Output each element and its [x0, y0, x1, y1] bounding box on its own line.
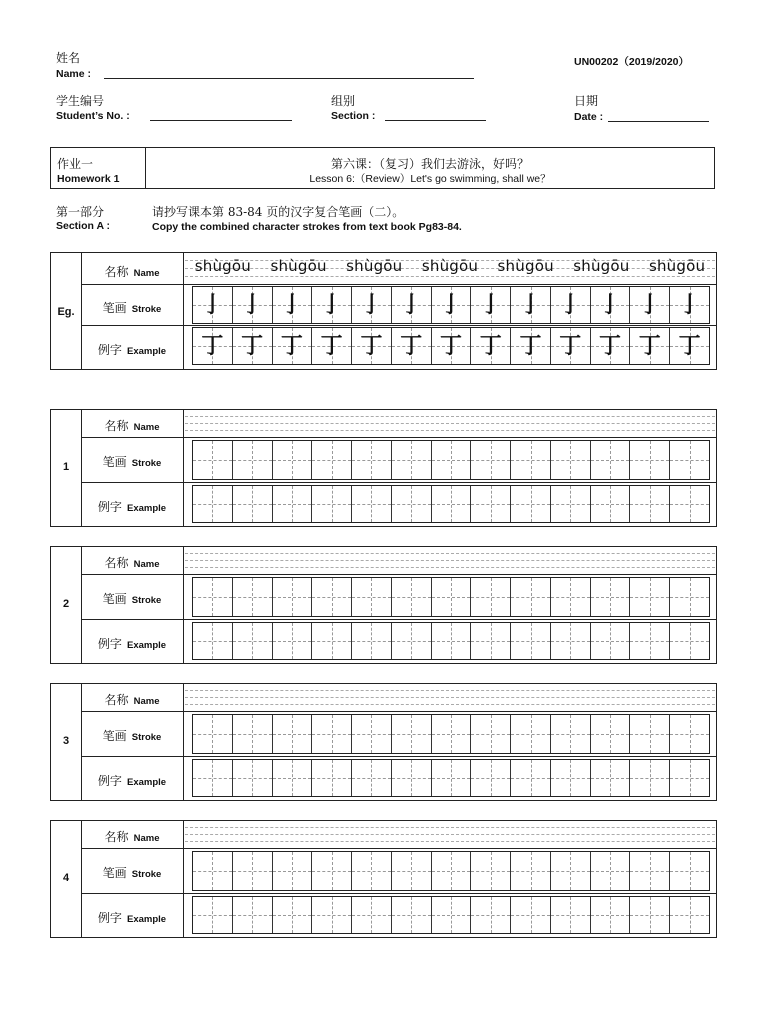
writing-cell[interactable]: [591, 486, 631, 522]
example-writing-grid: [192, 759, 710, 797]
practice-block: [50, 683, 717, 801]
writing-cell[interactable]: [511, 441, 551, 479]
writing-cell[interactable]: [432, 715, 472, 753]
writing-cell[interactable]: [392, 486, 432, 522]
section-a-instruction-cn: 请抄写课本第 83-84 页的汉字复合笔画（二）。: [152, 205, 405, 219]
character-glyph: 丁: [360, 333, 383, 359]
writing-cell[interactable]: [193, 897, 233, 933]
pinyin-list: [185, 257, 715, 275]
example-row-label: 例字 Example: [97, 637, 167, 651]
writing-cell[interactable]: [670, 287, 709, 323]
character-glyph: 丁: [678, 333, 701, 359]
writing-cell[interactable]: [471, 760, 511, 796]
writing-cell[interactable]: [591, 852, 631, 890]
character-glyph: 亅: [559, 292, 582, 318]
writing-cell[interactable]: [471, 715, 511, 753]
writing-cell[interactable]: [630, 760, 670, 796]
writing-cell[interactable]: [591, 578, 631, 616]
pinyin-writing-row[interactable]: [185, 547, 715, 574]
writing-cell[interactable]: [273, 328, 313, 364]
writing-cell[interactable]: [392, 328, 432, 364]
practice-block: [50, 409, 717, 527]
writing-cell[interactable]: [471, 328, 511, 364]
writing-cell[interactable]: [511, 897, 551, 933]
stroke-row-label: 笔画 Stroke: [102, 866, 162, 880]
writing-cell[interactable]: [670, 897, 709, 933]
writing-cell[interactable]: [432, 852, 472, 890]
writing-cell[interactable]: [233, 897, 273, 933]
example-row-label: 例字 Example: [97, 343, 167, 357]
writing-cell[interactable]: [630, 441, 670, 479]
example-row-label: 例字 Example: [97, 500, 167, 514]
writing-cell[interactable]: [630, 897, 670, 933]
writing-cell[interactable]: [273, 623, 313, 659]
writing-cell[interactable]: [273, 760, 313, 796]
name-field[interactable]: [104, 78, 474, 79]
example-row-label: 例字 Example: [97, 774, 167, 788]
writing-cell[interactable]: [551, 852, 591, 890]
section-a-instruction-en: Copy the combined character strokes from text book Pg83-84.: [152, 221, 462, 233]
writing-cell[interactable]: [193, 623, 233, 659]
writing-cell[interactable]: [193, 287, 233, 323]
writing-cell[interactable]: [193, 328, 233, 364]
writing-cell[interactable]: [352, 328, 392, 364]
writing-cell[interactable]: [591, 441, 631, 479]
stroke-writing-grid: [192, 440, 710, 480]
writing-cell[interactable]: [392, 760, 432, 796]
writing-cell[interactable]: [432, 486, 472, 522]
writing-cell[interactable]: [591, 897, 631, 933]
pinyin-label: shùgōu: [421, 257, 479, 275]
writing-cell[interactable]: [471, 578, 511, 616]
character-glyph: 亅: [360, 292, 383, 318]
name-row-label: 名称 Name: [104, 693, 160, 707]
section-field[interactable]: [385, 120, 486, 121]
example-writing-grid: [192, 485, 710, 523]
lesson-title-cn: 第六课：（复习）我们去游泳，好吗？: [330, 157, 529, 171]
writing-cell[interactable]: [233, 852, 273, 890]
writing-cell[interactable]: [352, 852, 392, 890]
writing-cell[interactable]: [670, 623, 709, 659]
writing-cell[interactable]: [233, 486, 273, 522]
writing-cell[interactable]: [233, 441, 273, 479]
writing-cell[interactable]: [551, 441, 591, 479]
writing-cell[interactable]: [352, 441, 392, 479]
pinyin-label: shùgōu: [648, 257, 706, 275]
student-no-field[interactable]: [150, 120, 292, 121]
writing-cell[interactable]: [312, 486, 352, 522]
writing-cell[interactable]: [273, 486, 313, 522]
block-number: 4: [62, 872, 70, 884]
writing-cell[interactable]: [233, 287, 273, 323]
name-row-label: 名称 Name: [104, 830, 160, 844]
writing-cell[interactable]: [670, 578, 709, 616]
character-glyph: 丁: [280, 333, 303, 359]
character-glyph: 丁: [439, 333, 462, 359]
writing-cell[interactable]: [432, 897, 472, 933]
writing-cell[interactable]: [432, 328, 472, 364]
date-field[interactable]: [608, 121, 709, 122]
pinyin-label: shùgōu: [497, 257, 554, 275]
pinyin-label: shùgōu: [194, 257, 251, 275]
writing-cell[interactable]: [392, 578, 432, 616]
writing-cell[interactable]: [551, 623, 591, 659]
stroke-writing-grid: [192, 577, 710, 617]
practice-block: [50, 546, 717, 664]
date-label-en: Date :: [574, 111, 604, 123]
character-glyph: 亅: [479, 292, 502, 318]
writing-cell[interactable]: [352, 486, 392, 522]
writing-cell[interactable]: [193, 486, 233, 522]
character-glyph: 丁: [479, 333, 502, 359]
section-label-en: Section :: [331, 110, 376, 122]
course-code: UN00202（2019/2020）: [574, 56, 689, 68]
writing-cell[interactable]: [312, 441, 352, 479]
writing-cell[interactable]: [630, 715, 670, 753]
date-label-cn: 日期: [574, 94, 599, 108]
example-writing-grid: [192, 622, 710, 660]
pinyin-row: [185, 253, 715, 284]
block-number: 1: [62, 461, 70, 473]
writing-cell[interactable]: [471, 897, 511, 933]
writing-cell[interactable]: [312, 852, 352, 890]
writing-cell[interactable]: [591, 715, 631, 753]
name-label-cn: 姓名: [56, 51, 81, 65]
writing-cell[interactable]: [551, 715, 591, 753]
character-glyph: 亅: [320, 292, 343, 318]
character-glyph: 丁: [400, 333, 423, 359]
writing-cell[interactable]: [432, 287, 472, 323]
writing-cell[interactable]: [551, 897, 591, 933]
writing-cell[interactable]: [392, 623, 432, 659]
writing-cell[interactable]: [352, 715, 392, 753]
writing-cell[interactable]: [193, 441, 233, 479]
writing-cell[interactable]: [511, 760, 551, 796]
example-row-label: 例字 Example: [97, 911, 167, 925]
writing-cell[interactable]: [193, 852, 233, 890]
writing-cell[interactable]: [233, 715, 273, 753]
writing-cell[interactable]: [630, 287, 670, 323]
pinyin-writing-row[interactable]: [185, 410, 715, 437]
writing-cell[interactable]: [511, 287, 551, 323]
writing-cell[interactable]: [312, 578, 352, 616]
name-row-label: 名称 Name: [104, 265, 160, 279]
block-number: 3: [62, 735, 70, 747]
character-glyph: 丁: [599, 333, 622, 359]
writing-cell[interactable]: [193, 578, 233, 616]
writing-cell[interactable]: [193, 760, 233, 796]
character-glyph: 丁: [201, 333, 224, 359]
example-label: Eg.: [57, 306, 75, 318]
writing-cell[interactable]: [193, 715, 233, 753]
writing-cell[interactable]: [511, 715, 551, 753]
pinyin-label: shùgōu: [270, 257, 327, 275]
homework-label-en: Homework 1: [57, 173, 120, 185]
student-no-label-en: Student’s No. :: [56, 110, 130, 122]
writing-cell[interactable]: [233, 623, 273, 659]
homework-label-cn: 作业一: [57, 157, 94, 171]
writing-cell[interactable]: [273, 715, 313, 753]
character-glyph: 丁: [519, 333, 542, 359]
example-writing-grid: [192, 896, 710, 934]
writing-cell[interactable]: [630, 852, 670, 890]
writing-cell[interactable]: [670, 486, 709, 522]
writing-cell[interactable]: [392, 287, 432, 323]
pinyin-writing-row[interactable]: [185, 684, 715, 711]
writing-cell[interactable]: [273, 287, 313, 323]
lesson-title-en: Lesson 6:（Review）Let's go swimming, shall we？: [309, 173, 551, 185]
writing-cell[interactable]: [312, 287, 352, 323]
writing-cell[interactable]: [471, 486, 511, 522]
character-glyph: 亅: [599, 292, 622, 318]
writing-cell[interactable]: [471, 441, 511, 479]
stroke-row-label: 笔画 Stroke: [102, 455, 162, 469]
writing-cell[interactable]: [670, 441, 709, 479]
writing-cell[interactable]: [670, 760, 709, 796]
writing-cell[interactable]: [392, 897, 432, 933]
writing-cell[interactable]: [670, 852, 709, 890]
writing-cell[interactable]: [312, 328, 352, 364]
writing-cell[interactable]: [670, 328, 709, 364]
student-no-label-cn: 学生编号: [56, 94, 105, 108]
writing-cell[interactable]: [273, 852, 313, 890]
writing-cell[interactable]: [392, 852, 432, 890]
writing-cell[interactable]: [591, 623, 631, 659]
writing-cell[interactable]: [551, 578, 591, 616]
writing-cell[interactable]: [591, 760, 631, 796]
writing-cell[interactable]: [551, 486, 591, 522]
writing-cell[interactable]: [511, 852, 551, 890]
writing-cell[interactable]: [312, 897, 352, 933]
writing-cell[interactable]: [511, 623, 551, 659]
writing-cell[interactable]: [511, 328, 551, 364]
character-glyph: 亅: [519, 292, 542, 318]
writing-cell[interactable]: [432, 441, 472, 479]
character-glyph: 丁: [638, 333, 661, 359]
writing-cell[interactable]: [630, 486, 670, 522]
example-stroke-grid: [192, 286, 710, 324]
character-glyph: 亅: [400, 292, 423, 318]
pinyin-label: shùgōu: [346, 257, 403, 275]
example-character-grid: [192, 327, 710, 365]
stroke-writing-grid: [192, 851, 710, 891]
section-a-label-en: Section A :: [56, 220, 111, 232]
name-label-en: Name :: [56, 68, 92, 80]
character-glyph: 丁: [241, 333, 264, 359]
writing-cell[interactable]: [352, 578, 392, 616]
writing-cell[interactable]: [312, 760, 352, 796]
pinyin-label: shùgōu: [573, 257, 630, 275]
practice-block: [50, 820, 717, 938]
name-row-label: 名称 Name: [104, 419, 160, 433]
stroke-row-label: 笔画 Stroke: [102, 729, 162, 743]
character-glyph: 亅: [439, 292, 462, 318]
writing-cell[interactable]: [352, 760, 392, 796]
name-row-label: 名称 Name: [104, 556, 160, 570]
writing-cell[interactable]: [591, 328, 631, 364]
writing-cell[interactable]: [432, 623, 472, 659]
writing-cell[interactable]: [273, 441, 313, 479]
writing-cell[interactable]: [392, 715, 432, 753]
writing-cell[interactable]: [392, 441, 432, 479]
writing-cell[interactable]: [233, 328, 273, 364]
writing-cell[interactable]: [432, 578, 472, 616]
writing-cell[interactable]: [312, 623, 352, 659]
character-glyph: 亅: [201, 292, 224, 318]
stroke-writing-grid: [192, 714, 710, 754]
writing-cell[interactable]: [471, 852, 511, 890]
writing-cell[interactable]: [352, 287, 392, 323]
character-glyph: 丁: [320, 333, 343, 359]
writing-cell[interactable]: [670, 715, 709, 753]
writing-cell[interactable]: [511, 486, 551, 522]
writing-cell[interactable]: [233, 578, 273, 616]
block-number: 2: [62, 598, 70, 610]
writing-cell[interactable]: [630, 328, 670, 364]
writing-cell[interactable]: [551, 287, 591, 323]
writing-cell[interactable]: [630, 623, 670, 659]
character-glyph: 亅: [638, 292, 661, 318]
writing-cell[interactable]: [312, 715, 352, 753]
writing-cell[interactable]: [273, 897, 313, 933]
example-block: [50, 252, 717, 370]
section-label-cn: 组别: [331, 94, 356, 108]
writing-cell[interactable]: [471, 287, 511, 323]
writing-cell[interactable]: [511, 578, 551, 616]
writing-cell[interactable]: [352, 897, 392, 933]
writing-cell[interactable]: [551, 760, 591, 796]
character-glyph: 亅: [678, 292, 701, 318]
writing-cell[interactable]: [273, 578, 313, 616]
stroke-row-label: 笔画 Stroke: [102, 592, 162, 606]
writing-cell[interactable]: [352, 623, 392, 659]
pinyin-writing-row[interactable]: [185, 821, 715, 848]
writing-cell[interactable]: [233, 760, 273, 796]
character-glyph: 亅: [241, 292, 264, 318]
character-glyph: 丁: [559, 333, 582, 359]
writing-cell[interactable]: [630, 578, 670, 616]
stroke-row-label: 笔画 Stroke: [102, 301, 162, 315]
writing-cell[interactable]: [551, 328, 591, 364]
writing-cell[interactable]: [591, 287, 631, 323]
homework-title-box: [50, 147, 715, 189]
character-glyph: 亅: [280, 292, 303, 318]
writing-cell[interactable]: [432, 760, 472, 796]
writing-cell[interactable]: [471, 623, 511, 659]
section-a-label-cn: 第一部分: [56, 205, 105, 219]
